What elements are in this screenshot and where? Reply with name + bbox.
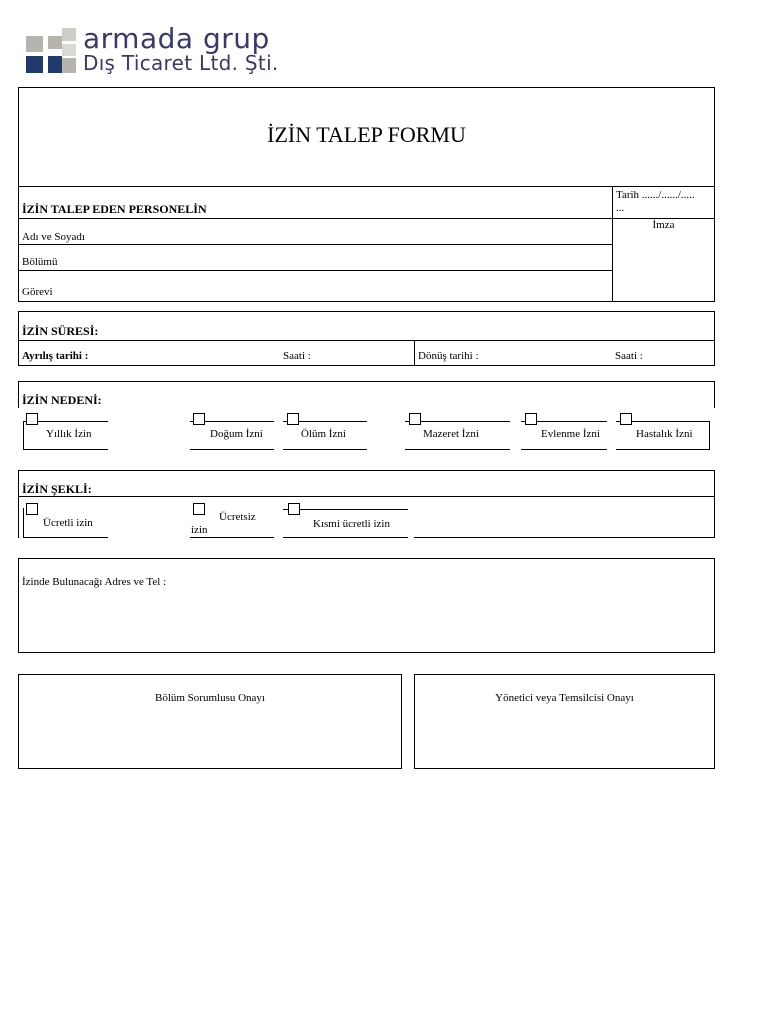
sick-leave-checkbox[interactable]	[620, 413, 632, 425]
partial-paid-leave-checkbox[interactable]	[288, 503, 300, 515]
bereavement-leave-checkbox[interactable]	[287, 413, 299, 425]
position-label: Görevi	[22, 286, 53, 298]
manager-approval-box[interactable]	[414, 674, 715, 769]
maternity-leave-label: Doğum İzni	[210, 428, 263, 440]
excuse-leave-checkbox[interactable]	[409, 413, 421, 425]
marriage-leave-checkbox[interactable]	[525, 413, 537, 425]
duration-box	[18, 311, 715, 366]
paid-leave-label: Ücretli izin	[43, 517, 93, 529]
company-logo	[26, 22, 286, 76]
logo-name: armada grup	[83, 22, 270, 55]
personnel-heading: İZİN TALEP EDEN PERSONELİN	[22, 202, 207, 216]
department-label: Bölümü	[22, 256, 58, 268]
return-label: Dönüş tarihi :	[418, 350, 479, 362]
partial-paid-leave-label: Kısmi ücretli izin	[313, 518, 390, 530]
reason-heading: İZİN NEDENİ:	[22, 393, 102, 407]
date-label-cont: ...	[616, 202, 625, 214]
name-label: Adı ve Soyadı	[22, 231, 85, 243]
unpaid-leave-label-2: izin	[191, 524, 208, 536]
date-label: Tarih ....../....../.....	[616, 189, 695, 201]
manager-approval-label: Yönetici veya Temsilcisi Onayı	[495, 692, 634, 704]
annual-leave-label: Yıllık İzin	[46, 428, 92, 440]
address-label: İzinde Bulunacağı Adres ve Tel :	[22, 576, 167, 588]
department-approval-label: Bölüm Sorumlusu Onayı	[154, 692, 265, 704]
excuse-leave-label: Mazeret İzni	[423, 428, 479, 440]
logo-squares-icon	[26, 26, 78, 76]
bereavement-leave-label: Ölüm İzni	[301, 428, 346, 440]
marriage-leave-label: Evlenme İzni	[541, 428, 600, 440]
logo-subtitle: Dış Ticaret Ltd. Şti.	[83, 51, 279, 75]
duration-heading: İZİN SÜRESİ:	[22, 324, 99, 338]
departure-label: Ayrılış tarihi :	[22, 350, 89, 362]
unpaid-leave-label-1: Ücretsiz	[219, 511, 256, 523]
maternity-leave-checkbox[interactable]	[193, 413, 205, 425]
departure-time-label: Saati :	[283, 350, 311, 362]
paid-leave-checkbox[interactable]	[26, 503, 38, 515]
sick-leave-label: Hastalık İzni	[636, 428, 693, 440]
type-heading: İZİN ŞEKLİ:	[22, 482, 92, 496]
annual-leave-checkbox[interactable]	[26, 413, 38, 425]
department-approval-box[interactable]	[18, 674, 402, 769]
form-title: İZİN TALEP FORMU	[267, 122, 466, 147]
address-box[interactable]	[18, 558, 715, 653]
unpaid-leave-checkbox[interactable]	[193, 503, 205, 515]
signature-label: İmza	[652, 219, 675, 231]
return-time-label: Saati :	[615, 350, 643, 362]
